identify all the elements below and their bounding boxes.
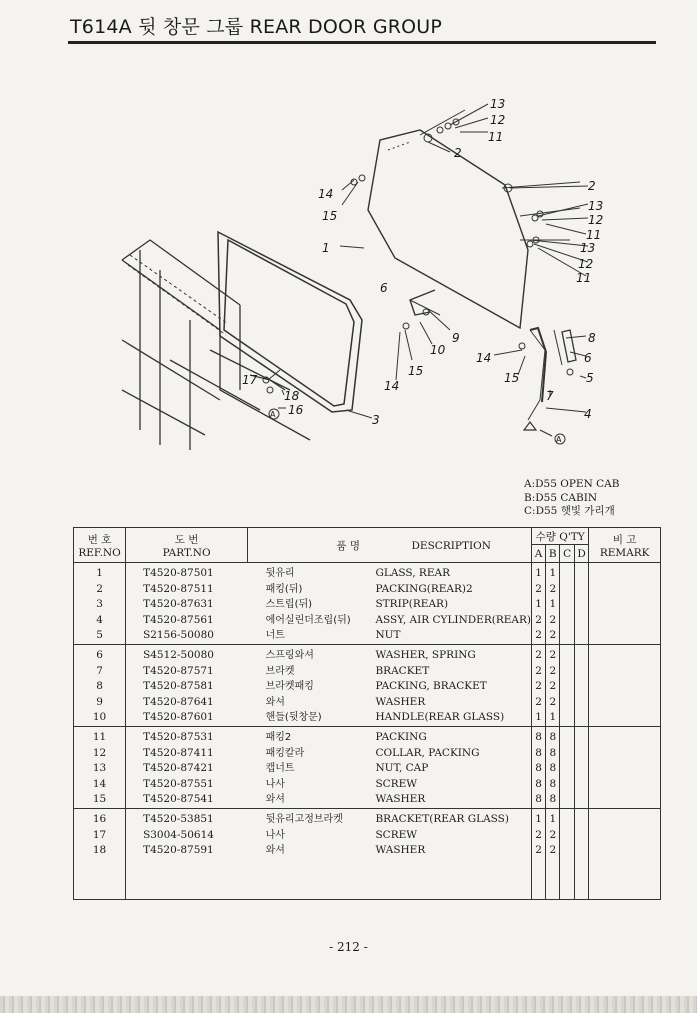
cell-part: T4520-87591 <box>126 843 248 859</box>
cell-ref: 16 <box>74 808 126 827</box>
cell-a: 2 <box>532 582 546 598</box>
table-row <box>74 563 661 582</box>
title-rule <box>68 41 656 44</box>
cell-c <box>560 843 574 859</box>
callout-label: 6 <box>584 351 592 365</box>
cell-desc: PACKING(REAR)2 <box>375 582 473 595</box>
callout-label: 15 <box>322 209 338 223</box>
cell-remark <box>589 746 661 762</box>
cell-part: T4520-87641 <box>126 695 248 711</box>
callout-label: 13 <box>490 97 506 111</box>
callout-label: 1 <box>322 241 330 255</box>
cell-d <box>574 597 589 613</box>
table-row <box>74 597 661 613</box>
table-row <box>74 710 661 726</box>
callout-label: 9 <box>452 331 460 345</box>
cell-b: 2 <box>546 628 560 644</box>
cell-desc: BRACKET <box>375 664 430 677</box>
cell-d <box>574 710 589 726</box>
col-qty-a: A <box>532 545 546 563</box>
cell-ref: 1 <box>74 563 126 582</box>
callout-label: 3 <box>372 413 380 427</box>
table-row <box>74 761 661 777</box>
cell-remark <box>589 628 661 644</box>
cell-ref: 3 <box>74 597 126 613</box>
cell-desc: NUT, CAP <box>375 762 429 775</box>
cell-name: 너트 <box>265 630 285 642</box>
cell-c <box>560 597 574 613</box>
col-qty-b: B <box>546 545 560 563</box>
callout-label: 14 <box>476 351 492 365</box>
cell-d <box>574 563 589 582</box>
cell-desc: GLASS, REAR <box>368 563 531 582</box>
cell-part: T4520-87581 <box>126 679 248 695</box>
table-row <box>74 792 661 808</box>
cell-part: S4512-50080 <box>126 644 248 663</box>
cell-part: T4520-87541 <box>126 792 248 808</box>
cell-name: 패킹2 <box>248 726 369 745</box>
cell-part: T4520-87571 <box>126 664 248 680</box>
cell-ref: 4 <box>74 613 126 629</box>
cell-c <box>560 613 574 629</box>
cell-b: 1 <box>546 808 560 827</box>
table-row <box>74 695 661 711</box>
cell-name: 패킹(뒤) <box>265 583 303 595</box>
cell-d <box>574 644 589 663</box>
cell-desc: WASHER <box>375 793 426 806</box>
exploded-diagram <box>110 90 630 470</box>
cell-c <box>560 808 574 827</box>
cell-remark <box>589 597 661 613</box>
cell-c <box>560 664 574 680</box>
cell-remark <box>589 808 661 827</box>
callout-label: 12 <box>578 257 594 271</box>
cell-b: 2 <box>546 695 560 711</box>
cell-b: 8 <box>546 777 560 793</box>
cell-name: 핸들(뒷창문) <box>265 712 322 724</box>
cell-b: 8 <box>546 746 560 762</box>
callout-label: 14 <box>318 187 334 201</box>
cell-a: 2 <box>532 664 546 680</box>
cell-d <box>574 613 589 629</box>
cell-d <box>574 664 589 680</box>
cell-desc: SCREW <box>375 828 418 841</box>
cell-remark <box>589 843 661 859</box>
cell-remark <box>589 777 661 793</box>
col-qty: 수량 Q'TY <box>532 528 589 545</box>
callout-label: 2 <box>588 179 596 193</box>
cell-part: T4520-53851 <box>126 808 248 827</box>
cell-name: 나사 <box>265 829 285 841</box>
callout-label: A <box>270 410 276 419</box>
cell-remark <box>589 761 661 777</box>
cell-remark <box>589 679 661 695</box>
cell-part: T4520-87501 <box>126 563 248 582</box>
cell-d <box>574 761 589 777</box>
cell-desc: NUT <box>375 629 401 642</box>
cell-desc: ASSY, AIR CYLINDER(REAR) <box>375 613 531 626</box>
callout-label: 12 <box>490 113 506 127</box>
cell-b: 2 <box>546 828 560 844</box>
cell-d <box>574 792 589 808</box>
cell-part: T4520-87531 <box>126 726 248 745</box>
cell-desc: STRIP(REAR) <box>375 598 449 611</box>
cell-a: 1 <box>532 808 546 827</box>
cell-a: 2 <box>532 843 546 859</box>
table-row <box>74 828 661 844</box>
cell-c <box>560 746 574 762</box>
cell-name: 와셔 <box>265 794 285 806</box>
cell-c <box>560 644 574 663</box>
cell-a: 1 <box>532 710 546 726</box>
cell-ref: 2 <box>74 582 126 598</box>
cell-b: 2 <box>546 664 560 680</box>
cell-a: 1 <box>532 563 546 582</box>
cell-c <box>560 563 574 582</box>
cell-ref: 15 <box>74 792 126 808</box>
cell-c <box>560 761 574 777</box>
cell-b: 1 <box>546 597 560 613</box>
cell-b: 1 <box>546 710 560 726</box>
cell-ref: 7 <box>74 664 126 680</box>
callout-label: 11 <box>576 271 592 285</box>
cell-name: 와셔 <box>265 696 285 708</box>
cell-desc: PACKING, BRACKET <box>375 680 487 693</box>
cell-remark <box>589 726 661 745</box>
cell-d <box>574 828 589 844</box>
cell-b: 2 <box>546 644 560 663</box>
cell-c <box>560 792 574 808</box>
cell-b: 1 <box>546 563 560 582</box>
cell-a: 8 <box>532 746 546 762</box>
col-ref: 번 호 REF.NO <box>74 528 126 563</box>
cell-c <box>560 726 574 745</box>
cell-ref: 18 <box>74 843 126 859</box>
cell-b: 8 <box>546 726 560 745</box>
cell-part: T4520-87561 <box>126 613 248 629</box>
callout-label: 12 <box>588 213 604 227</box>
callout-label: 11 <box>586 228 602 242</box>
cell-part: S2156-50080 <box>126 628 248 644</box>
table-row <box>74 582 661 598</box>
cell-name: 스프링와셔 <box>248 644 369 663</box>
cell-ref: 5 <box>74 628 126 644</box>
cell-part: T4520-87551 <box>126 777 248 793</box>
callout-label: 16 <box>288 403 304 417</box>
cell-b: 2 <box>546 582 560 598</box>
cell-name: 와셔 <box>265 845 285 857</box>
cell-desc: SCREW <box>375 777 418 790</box>
cell-a: 8 <box>532 792 546 808</box>
cell-name: 패킹칼라 <box>265 747 305 759</box>
cell-remark <box>589 664 661 680</box>
cell-part: T4520-87601 <box>126 710 248 726</box>
cell-desc: WASHER <box>375 695 426 708</box>
table-row <box>74 746 661 762</box>
callout-label: A <box>556 435 562 444</box>
cell-d <box>574 628 589 644</box>
cell-ref: 10 <box>74 710 126 726</box>
cell-desc: WASHER <box>375 844 426 857</box>
cell-name: 에어실린더조립(뒤) <box>265 614 351 626</box>
cell-name: 뒷유리고정브라켓 <box>248 808 369 827</box>
cell-ref: 8 <box>74 679 126 695</box>
cell-name: 브라켓패킹 <box>265 681 314 693</box>
table-row <box>74 613 661 629</box>
cell-part: T4520-87631 <box>126 597 248 613</box>
cell-d <box>574 808 589 827</box>
col-name: 품 명 DESCRIPTION <box>248 528 532 563</box>
cell-desc: WASHER, SPRING <box>368 644 531 663</box>
callout-label: 15 <box>408 364 424 378</box>
legend-b: B:D55 CABIN <box>524 491 598 504</box>
cell-desc: COLLAR, PACKING <box>375 746 480 759</box>
cell-desc: BRACKET(REAR GLASS) <box>368 808 531 827</box>
cell-b: 2 <box>546 679 560 695</box>
cell-d <box>574 726 589 745</box>
page-title: T614A 뒷 창문 그룹 REAR DOOR GROUP <box>70 16 443 38</box>
cell-b: 8 <box>546 761 560 777</box>
cell-remark <box>589 695 661 711</box>
callout-label: 17 <box>242 373 258 387</box>
col-qty-c: C <box>560 545 574 563</box>
cell-remark <box>589 563 661 582</box>
cell-a: 8 <box>532 777 546 793</box>
cell-ref: 17 <box>74 828 126 844</box>
table-row <box>74 628 661 644</box>
cell-desc: PACKING <box>368 726 531 745</box>
cell-a: 8 <box>532 726 546 745</box>
table-row <box>74 644 661 663</box>
cell-remark <box>589 792 661 808</box>
callout-label: 7 <box>546 389 554 403</box>
cell-name: 뒷유리 <box>248 563 369 582</box>
cell-c <box>560 679 574 695</box>
callout-label: 14 <box>384 379 400 393</box>
callout-label: 2 <box>454 146 462 160</box>
callout-label: 13 <box>580 241 596 255</box>
cell-d <box>574 843 589 859</box>
cell-b: 2 <box>546 613 560 629</box>
cell-b: 2 <box>546 843 560 859</box>
cell-remark <box>589 613 661 629</box>
cell-ref: 6 <box>74 644 126 663</box>
cell-c <box>560 628 574 644</box>
cell-a: 2 <box>532 695 546 711</box>
cell-c <box>560 582 574 598</box>
cell-c <box>560 828 574 844</box>
callout-label: 18 <box>284 389 300 403</box>
cell-part: T4520-87421 <box>126 761 248 777</box>
cell-a: 2 <box>532 613 546 629</box>
cell-remark <box>589 710 661 726</box>
cell-d <box>574 777 589 793</box>
cell-c <box>560 695 574 711</box>
cell-d <box>574 695 589 711</box>
cell-name: 나사 <box>265 778 285 790</box>
cell-a: 8 <box>532 761 546 777</box>
cell-remark <box>589 644 661 663</box>
col-remark: 비 고 REMARK <box>589 528 661 563</box>
cell-d <box>574 746 589 762</box>
callout-label: 8 <box>588 331 596 345</box>
legend-a: A:D55 OPEN CAB <box>524 478 620 490</box>
cell-c <box>560 710 574 726</box>
cell-ref: 11 <box>74 726 126 745</box>
cell-part: T4520-87511 <box>126 582 248 598</box>
cell-part: S3004-50614 <box>126 828 248 844</box>
callout-label: 6 <box>380 281 388 295</box>
callout-label: 4 <box>584 407 592 421</box>
col-part: 도 번 PART.NO <box>126 528 248 563</box>
cell-name: 브라켓 <box>265 665 295 677</box>
callout-label: 5 <box>586 371 594 385</box>
cell-part: T4520-87411 <box>126 746 248 762</box>
callout-label: 15 <box>504 371 520 385</box>
cell-a: 2 <box>532 679 546 695</box>
cell-a: 2 <box>532 828 546 844</box>
callout-label: 11 <box>488 130 504 144</box>
callout-label: 13 <box>588 199 604 213</box>
legend-c: C:D55 햇빛 가리개 <box>524 505 615 517</box>
cell-d <box>574 679 589 695</box>
cell-name: 캡너트 <box>265 763 295 775</box>
callout-label: 10 <box>430 343 446 357</box>
table-row <box>74 843 661 859</box>
cell-c <box>560 777 574 793</box>
model-legend <box>524 478 619 519</box>
table-row <box>74 726 661 745</box>
table-row <box>74 777 661 793</box>
cell-ref: 13 <box>74 761 126 777</box>
cell-ref: 9 <box>74 695 126 711</box>
table-row <box>74 664 661 680</box>
cell-remark <box>589 828 661 844</box>
cell-d <box>574 582 589 598</box>
cell-a: 2 <box>532 644 546 663</box>
cell-a: 2 <box>532 628 546 644</box>
cell-desc: HANDLE(REAR GLASS) <box>375 711 505 724</box>
cell-b: 8 <box>546 792 560 808</box>
table-row <box>74 808 661 827</box>
cell-name: 스트립(뒤) <box>265 599 313 611</box>
cell-ref: 12 <box>74 746 126 762</box>
cell-a: 1 <box>532 597 546 613</box>
scan-edge <box>0 996 697 1013</box>
page-number: - 212 - <box>329 940 368 954</box>
col-qty-d: D <box>574 545 589 563</box>
cell-ref: 14 <box>74 777 126 793</box>
parts-table <box>73 527 661 900</box>
table-row <box>74 679 661 695</box>
table-row-blank <box>74 859 661 900</box>
cell-remark <box>589 582 661 598</box>
